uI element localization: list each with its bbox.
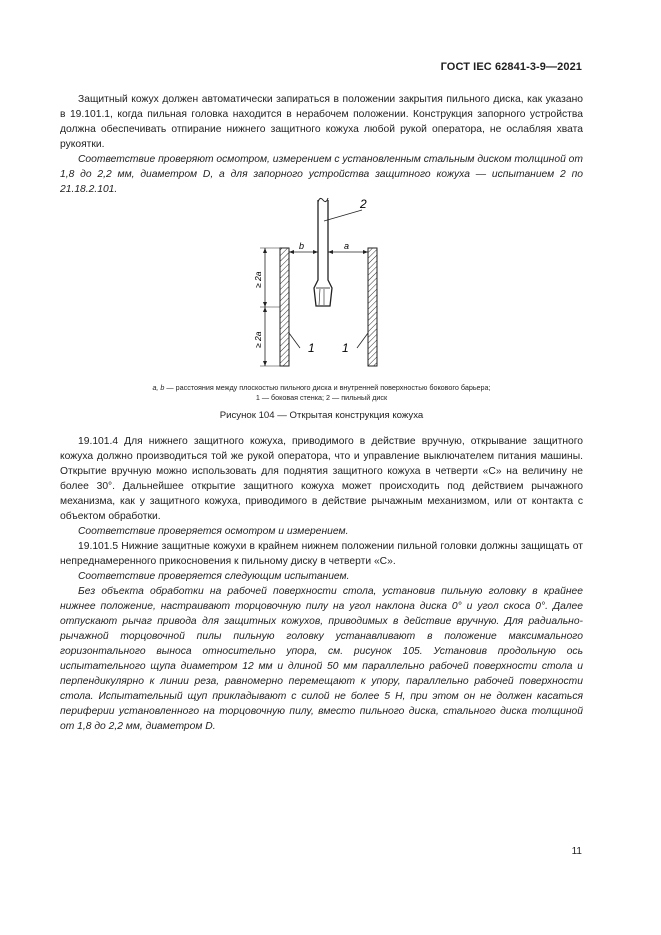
dimension-upper-label: ≥ 2a xyxy=(253,271,263,288)
right-side-wall xyxy=(368,248,377,366)
paragraph-compliance-inspection: Соответствие проверяется осмотром и измерением. xyxy=(78,526,349,537)
page-number: 11 xyxy=(571,846,582,857)
paragraph-test-procedure: Без объекта обработки на рабочей поверхности стола, установив пильную головку в крайнее нижнее положение, настраивают торцовочную пилу на угол наклона диска 0° и угол скоса 0°. Далее отпускают рычаг привода для защитных кожухов, приводимых в действие вручную. Для радиально-рычажной торцовочной пилы пильную головку устанавливают в положение максимального горизонтального выноса относительно упора, см. рисунок 105. Установив продольную ось испытательного щупа диаметром 12 мм и длиной 50 мм параллельно рабочей поверхности стола и перпендикулярно к линии реза, равномерно перемещают к упору, параллельно рабочей поверхности стола. Испытательный щуп прикладывают с силой не более 5 Н, при этом он не должен касаться периферии установленного на торцовочную пилу, вместо пильного диска, стального диска толщиной от 1,8 до 2,2 мм, диаметром D. xyxy=(60,586,583,732)
figure-legend xyxy=(60,383,583,403)
legend-line-2: 1 — боковая стенка; 2 — пильный диск xyxy=(255,393,388,402)
legend-symbols: a, b xyxy=(152,383,165,392)
left-side-wall xyxy=(280,248,289,366)
saw-blade xyxy=(314,200,332,306)
leader-label-2 xyxy=(324,210,362,221)
label-1-right: 1 xyxy=(342,341,349,355)
paragraph-19-101-4: 19.101.4 Для нижнего защитного кожуха, приводимого в действие вручную, открывание защитного кожуха должно производиться той же рукой оператора, что и управление выключателем питания машины. Открытие вручную можно использовать для поднятия защитного кожуха в четверти «C» на величину не более 30°. Дальнейшее открытие защитного кожуха может происходить под действием рычажного механизма, как у защитного кожуха, приводимого в действие рычажным механизмом, или от контакта с объектом обработки. xyxy=(60,436,583,522)
dimension-lower-label: ≥ 2a xyxy=(253,331,263,348)
legend-line-1: — расстояния между плоскостью пильного диска и внутренней поверхностью бокового барьера; xyxy=(164,383,491,392)
paragraph-lock-requirement: Защитный кожух должен автоматически запираться в положении закрытия пильного диска, как указано в 19.101.1, когда пильная головка находится в нерабочем положении. Конструкция запорного устройства должна обеспечивать отпирание нижнего защитного кожуха любой рукой оператора, не ослабляя хвата рукоятки. xyxy=(60,94,583,150)
open-guard-figure xyxy=(240,188,410,378)
main-text-block xyxy=(60,434,583,734)
paragraph-compliance-test: Соответствие проверяется следующим испытанием. xyxy=(78,571,350,582)
intro-text-block xyxy=(60,92,583,197)
paragraph-compliance-check: Соответствие проверяют осмотром, измерением с установленным стальным диском толщиной от 1,8 до 2,2 мм, диаметром D, а для запорного устройства защитного кожуха — испытанием 2 по 21.18.2.101. xyxy=(60,154,583,195)
paragraph-19-101-5: 19.101.5 Нижние защитные кожухи в крайнем нижнем положении пильной головки должны защищать от непреднамеренного прикосновения к пильному диску в четверти «C». xyxy=(60,541,583,567)
dimension-b-label: b xyxy=(299,241,305,251)
figure-caption: Рисунок 104 — Открытая конструкция кожуха xyxy=(219,410,424,421)
label-1-left: 1 xyxy=(308,341,315,355)
label-2: 2 xyxy=(360,197,367,211)
dimension-a-label: a xyxy=(344,241,350,251)
document-header-code: ГОСТ IEC 62841-3-9—2021 xyxy=(440,61,582,73)
